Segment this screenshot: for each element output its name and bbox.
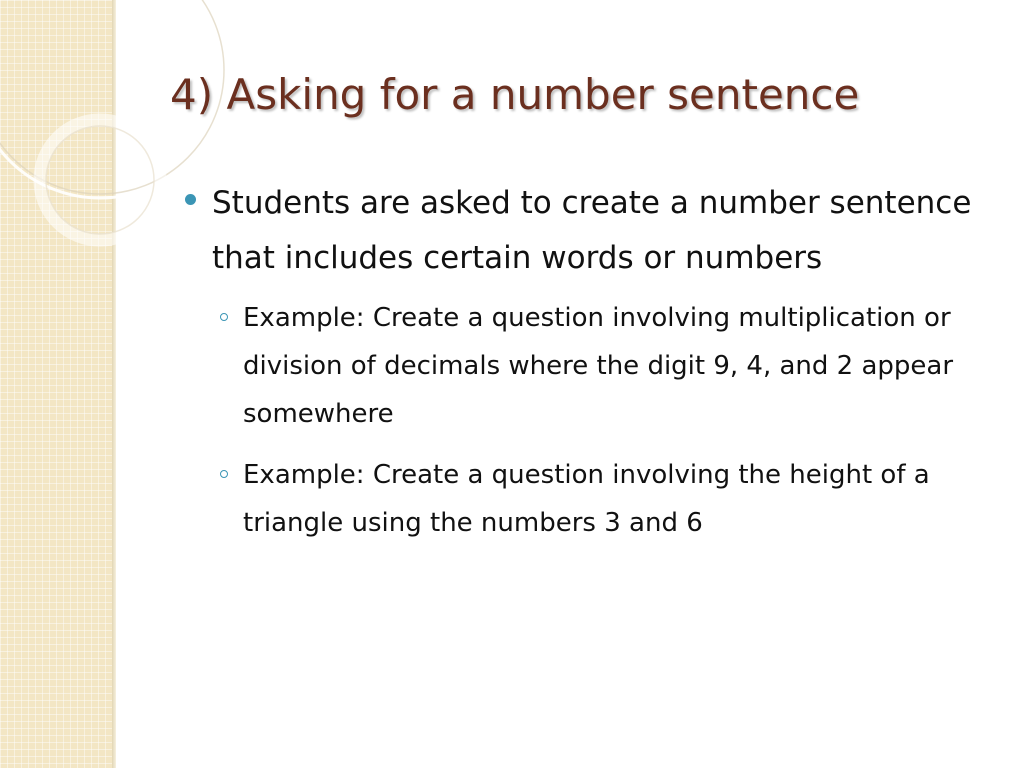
sub-bullet-item bbox=[180, 294, 1010, 438]
bullet-text: Students are asked to create a number sentence that includes certain words or numbers bbox=[212, 185, 972, 276]
hollow-circle-icon bbox=[220, 313, 228, 321]
sub-bullet-item bbox=[180, 451, 1010, 547]
sub-bullet-text: Example: Create a question involving the height of a triangle using the numbers 3 and 6 bbox=[243, 460, 930, 538]
sub-bullet-text: Example: Create a question involving multiplication or division of decimals where the digit 9, 4, and 2 appear somewhere bbox=[243, 303, 954, 429]
filled-circle-icon bbox=[185, 194, 196, 205]
slide-title: 4) Asking for a number sentence bbox=[170, 70, 860, 119]
hollow-circle-icon bbox=[220, 470, 228, 478]
slide-body bbox=[180, 176, 1010, 547]
bullet-item bbox=[180, 176, 1010, 286]
